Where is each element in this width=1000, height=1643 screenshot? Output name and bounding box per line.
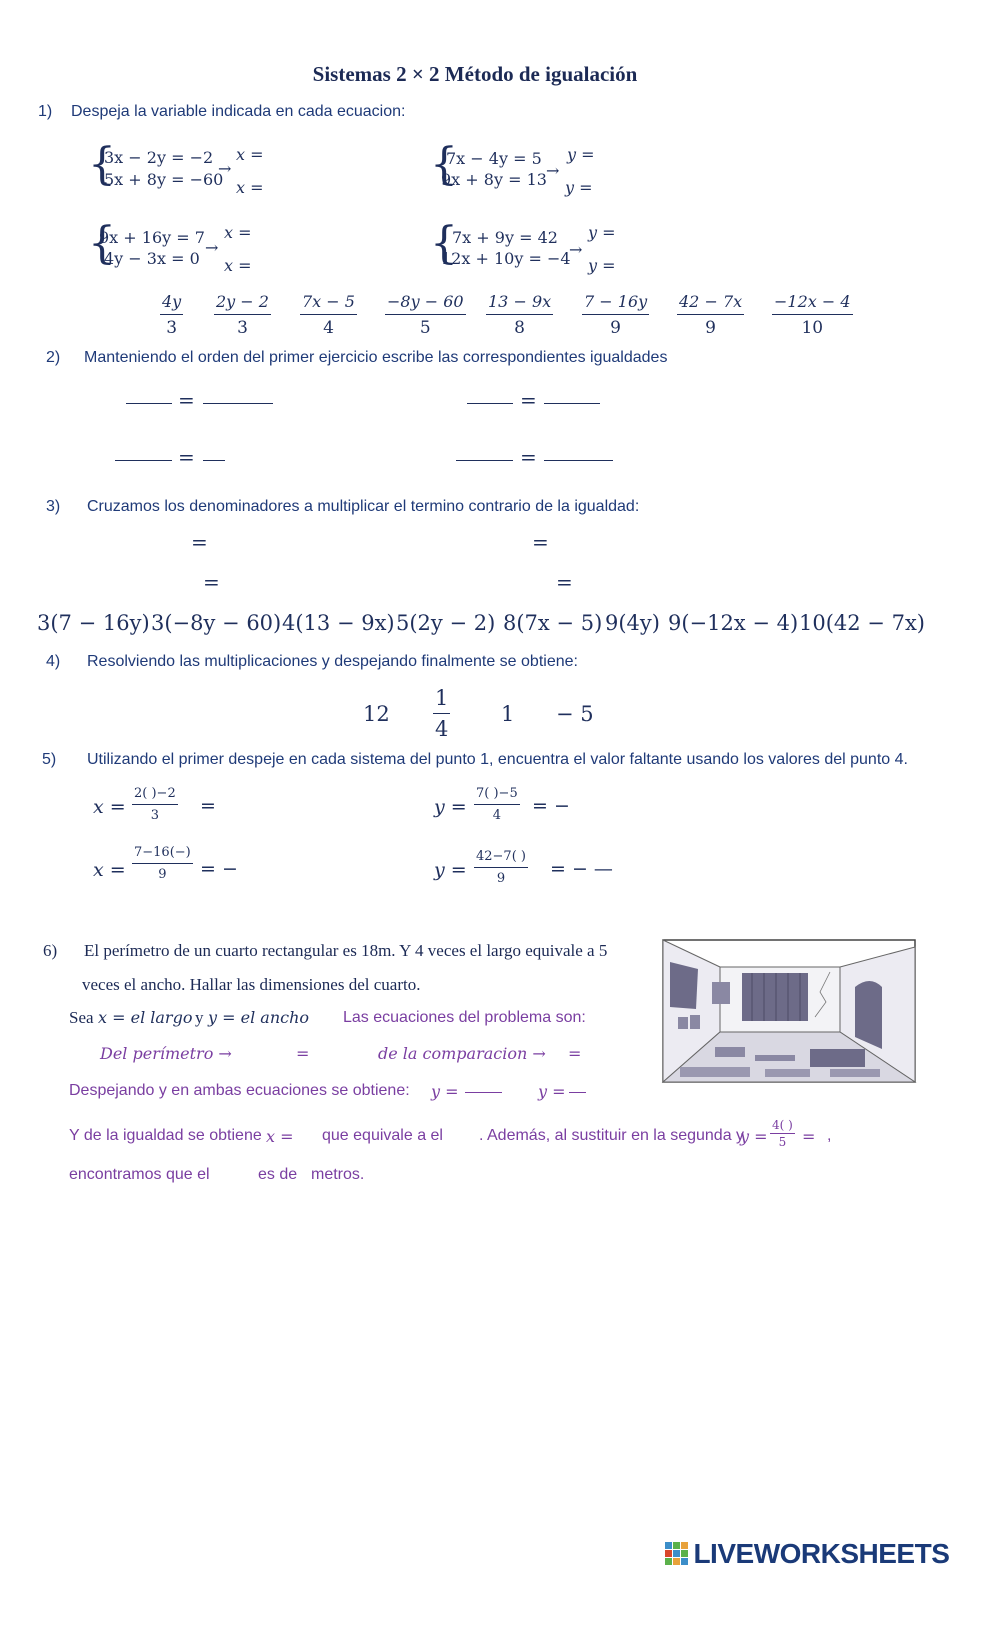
equals-sign: = (203, 570, 220, 594)
q6-es-de: es de (258, 1166, 298, 1183)
q5-number: 5) (42, 751, 57, 768)
q6-y-word: y (195, 1008, 204, 1027)
q5a-lhs: x = (93, 796, 126, 818)
arrow-icon: → (546, 161, 560, 180)
q5b-lhs: y = (434, 796, 467, 818)
equals-sign: = (802, 1127, 816, 1146)
value-option-fraction[interactable]: 1 4 (435, 686, 449, 741)
q2-instruction: Manteniendo el orden del primer ejercicio escribe las correspondientes igualdades (84, 349, 668, 366)
q5d-lhs: y = (434, 859, 467, 881)
product-option[interactable]: 3(−8y − 60) (151, 611, 282, 635)
q6-x-eq: x = (266, 1127, 294, 1146)
q3-instruction: Cruzamos los denominadores a multiplicar el termino contrario de la igualdad: (87, 498, 640, 515)
q6-def-x: x = el largo (98, 1008, 193, 1027)
liveworksheets-logo (665, 1538, 949, 1570)
answer-blank[interactable] (203, 403, 273, 404)
q6-comparacion-label: de la comparacion → (378, 1044, 546, 1063)
q5-instruction: Utilizando el primer despeje en cada sistema del punto 1, encuentra el valor faltante usando los valores del punto 4. (87, 751, 908, 768)
brace: { (430, 139, 458, 190)
q5d-fraction[interactable]: 42−7( ) 9 (476, 849, 526, 886)
arrow-icon: → (569, 240, 583, 259)
arrow-icon: → (218, 159, 232, 178)
q5d-rhs[interactable]: = − — (550, 858, 613, 880)
q1-number: 1) (38, 103, 53, 120)
liveworksheets-logo-icon (665, 1542, 689, 1566)
system3-eq2: 4y − 3x = 0 (104, 249, 200, 268)
fraction-option[interactable]: −8y − 60 5 (387, 292, 464, 338)
equals-sign: = (178, 445, 195, 469)
q6-equivale: que equivale a el (322, 1127, 443, 1144)
q6-statement-line1: El perímetro de un cuarto rectangular es 18m. Y 4 veces el largo equivale a 5 (84, 941, 608, 960)
equals-sign: = (191, 530, 208, 554)
system4-eq2: 12x + 10y = −4 (441, 249, 571, 268)
fraction-option[interactable]: −12x − 4 10 (774, 292, 851, 338)
arrow-icon: → (205, 238, 219, 257)
brand-text: LIVEWORKSHEETS (693, 1538, 950, 1569)
equals-sign: = (532, 530, 549, 554)
q5a-fraction[interactable]: 2( )−2 3 (134, 786, 176, 823)
system2-eq1: 7x − 4y = 5 (446, 149, 542, 168)
equals-sign: = (178, 388, 195, 412)
system1-result1: x = (236, 145, 264, 164)
answer-blank[interactable] (544, 460, 613, 461)
q5c-lhs: x = (93, 859, 126, 881)
brace: { (430, 218, 458, 269)
q6-comma: , (827, 1127, 832, 1144)
q6-igualdad: Y de la igualdad se obtiene (69, 1127, 262, 1144)
q4-instruction: Resolviendo las multiplicaciones y despejando finalmente se obtiene: (87, 653, 578, 670)
product-option[interactable]: 4(13 − 9x) (282, 611, 395, 635)
fraction-option[interactable]: 7 − 16y 9 (584, 292, 648, 338)
q5c-fraction[interactable]: 7−16(−) 9 (134, 845, 191, 882)
system4-result2: y = (588, 256, 616, 275)
q6-encontramos: encontramos que el (69, 1166, 210, 1183)
q6-perimetro-label: Del perímetro → (100, 1044, 232, 1063)
q6-y-sub: y = (740, 1127, 768, 1146)
q6-sea: Sea (69, 1008, 94, 1027)
system2-result2: y = (565, 178, 593, 197)
answer-blank[interactable] (203, 460, 225, 461)
answer-blank[interactable] (456, 460, 513, 461)
product-option[interactable]: 8(7x − 5) (503, 611, 603, 635)
q1-instruction: Despeja la variable indicada en cada ecuacion: (71, 103, 406, 120)
product-option[interactable]: 10(42 − 7x) (799, 611, 925, 635)
fraction-option[interactable]: 2y − 2 3 (216, 292, 269, 338)
room-illustration (660, 937, 918, 1085)
q6-statement-line2: veces el ancho. Hallar las dimensiones del cuarto. (82, 975, 421, 994)
q3-number: 3) (46, 498, 61, 515)
system1-eq1: 3x − 2y = −2 (104, 148, 214, 167)
q5b-rhs[interactable]: = − (532, 795, 570, 817)
q2-number: 2) (46, 349, 61, 366)
system3-result2: x = (224, 256, 252, 275)
q6-def-y: y = el ancho (208, 1008, 310, 1027)
q6-ademas: . Además, al sustituir en la segunda y (479, 1127, 745, 1144)
q6-y-eq1: y = (431, 1082, 459, 1101)
answer-blank[interactable] (465, 1092, 502, 1093)
value-option[interactable]: 12 (363, 702, 390, 726)
fraction-option[interactable]: 13 − 9x 8 (488, 292, 552, 338)
equals-sign: = (520, 445, 537, 469)
brace: { (88, 139, 116, 190)
q5b-fraction[interactable]: 7( )−5 4 (476, 786, 518, 823)
system2-result1: y = (567, 145, 595, 164)
equals-sign: = (556, 570, 573, 594)
value-option[interactable]: − 5 (556, 702, 594, 726)
answer-blank[interactable] (544, 403, 600, 404)
answer-blank[interactable] (115, 460, 172, 461)
q6-fraction[interactable]: 4( ) 5 (772, 1118, 793, 1149)
equals-sign: = (520, 388, 537, 412)
q6-equations-label: Las ecuaciones del problema son: (343, 1009, 586, 1026)
q6-despejando: Despejando y en ambas ecuaciones se obtiene: (69, 1082, 410, 1099)
system4-result1: y = (588, 223, 616, 242)
system1-result2: x = (236, 178, 264, 197)
fraction-option[interactable]: 7x − 5 4 (302, 292, 355, 338)
fraction-option[interactable]: 42 − 7x 9 (679, 292, 743, 338)
answer-blank[interactable] (126, 403, 172, 404)
answer-blank[interactable] (569, 1092, 586, 1093)
q5c-rhs[interactable]: = − (200, 858, 238, 880)
system1-eq2: 5x + 8y = −60 (104, 170, 224, 189)
brace: { (88, 218, 116, 269)
q4-number: 4) (46, 653, 61, 670)
equals-sign: = (568, 1044, 582, 1063)
page-title: Sistemas 2 × 2 Método de igualación (312, 62, 638, 86)
answer-blank[interactable] (467, 403, 513, 404)
system3-result1: x = (224, 223, 252, 242)
product-option[interactable]: 9(−12x − 4) (668, 611, 799, 635)
system2-eq2: 9x + 8y = 13 (441, 170, 547, 189)
q6-y-eq2: y = (538, 1082, 566, 1101)
value-option[interactable]: 1 (501, 702, 515, 726)
product-option[interactable]: 9(4y) (605, 611, 660, 635)
fraction-option[interactable]: 4y 3 (162, 292, 182, 338)
equals-sign: = (296, 1044, 310, 1063)
q5a-rhs[interactable]: = (200, 795, 216, 817)
q6-number: 6) (43, 941, 58, 960)
product-option[interactable]: 5(2y − 2) (396, 611, 496, 635)
product-option[interactable]: 3(7 − 16y) (37, 611, 150, 635)
system4-eq1: 7x + 9y = 42 (452, 228, 558, 247)
system3-eq1: 9x + 16y = 7 (99, 228, 205, 247)
q6-metros: metros. (311, 1166, 365, 1183)
